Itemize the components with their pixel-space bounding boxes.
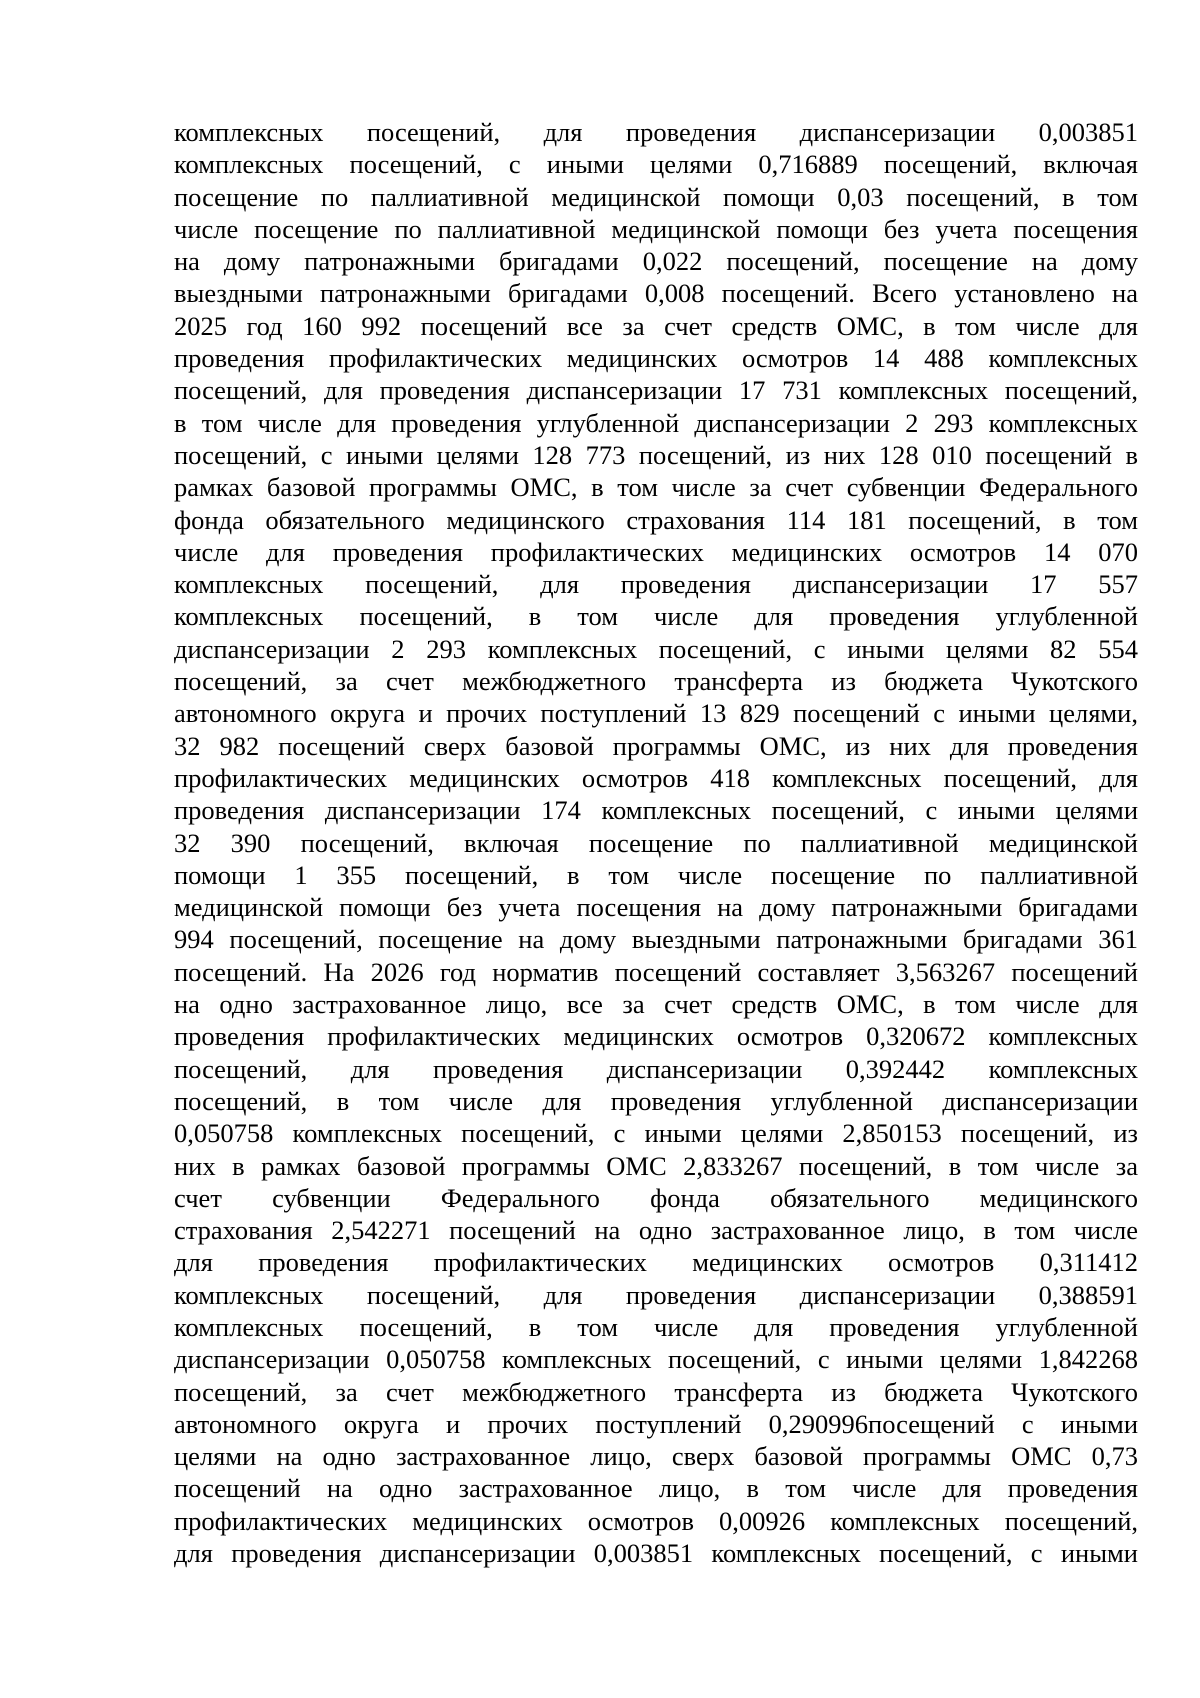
- text-line: на одно застрахованное лицо, все за счет средств ОМС, в том числе для: [174, 989, 1138, 1020]
- text-line: посещений на одно застрахованное лицо, в том числе для проведения: [174, 1473, 1138, 1504]
- text-line: на дому патронажными бригадами 0,022 посещений, посещение на дому: [174, 246, 1138, 277]
- text-line: посещений, за счет межбюджетного трансферта из бюджета Чукотского: [174, 666, 1138, 697]
- text-line: 32 390 посещений, включая посещение по паллиативной медицинской: [174, 827, 1138, 858]
- text-line: профилактических медицинских осмотров 418 комплексных посещений, для: [174, 762, 1138, 793]
- text-line: выездными патронажными бригадами 0,008 посещений. Всего установлено на: [174, 278, 1138, 309]
- text-line: посещений, для проведения диспансеризации 17 731 комплексных посещений,: [174, 375, 1138, 406]
- text-line: посещений, для проведения диспансеризации 0,392442 комплексных: [174, 1053, 1138, 1084]
- text-line: посещение по паллиативной медицинской помощи 0,03 посещений, в том: [174, 181, 1138, 212]
- text-line: проведения профилактических медицинских осмотров 14 488 комплексных: [174, 343, 1138, 374]
- text-line: проведения профилактических медицинских осмотров 0,320672 комплексных: [174, 1021, 1138, 1052]
- text-line: комплексных посещений, с иными целями 0,716889 посещений, включая: [174, 149, 1138, 180]
- text-line: комплексных посещений, в том числе для проведения углубленной: [174, 601, 1138, 632]
- text-line: в том числе для проведения углубленной диспансеризации 2 293 комплексных: [174, 407, 1138, 438]
- text-line: комплексных посещений, для проведения диспансеризации 17 557: [174, 569, 1138, 600]
- text-line: автономного округа и прочих поступлений 0,290996посещений с иными: [174, 1408, 1138, 1439]
- document-body-text: [174, 116, 1138, 1569]
- text-line: автономного округа и прочих поступлений 13 829 посещений с иными целями,: [174, 698, 1138, 729]
- text-line: профилактических медицинских осмотров 0,00926 комплексных посещений,: [174, 1505, 1138, 1536]
- text-line: диспансеризации 2 293 комплексных посещений, с иными целями 82 554: [174, 633, 1138, 664]
- text-line: комплексных посещений, в том числе для проведения углубленной: [174, 1311, 1138, 1342]
- text-line: проведения диспансеризации 174 комплексных посещений, с иными целями: [174, 795, 1138, 826]
- text-line: для проведения диспансеризации 0,003851 комплексных посещений, с иными: [174, 1538, 1138, 1569]
- text-line: 994 посещений, посещение на дому выездными патронажными бригадами 361: [174, 924, 1138, 955]
- text-line: 32 982 посещений сверх базовой программы ОМС, из них для проведения: [174, 730, 1138, 761]
- text-line: посещений. На 2026 год норматив посещений составляет 3,563267 посещений: [174, 956, 1138, 987]
- text-line: 0,050758 комплексных посещений, с иными целями 2,850153 посещений, из: [174, 1118, 1138, 1149]
- text-line: комплексных посещений, для проведения диспансеризации 0,388591: [174, 1279, 1138, 1310]
- text-line: рамках базовой программы ОМС, в том числе за счет субвенции Федерального: [174, 472, 1138, 503]
- text-line: посещений, с иными целями 128 773 посещений, из них 128 010 посещений в: [174, 439, 1138, 470]
- text-line: помощи 1 355 посещений, в том числе посещение по паллиативной: [174, 859, 1138, 890]
- text-line: числе для проведения профилактических медицинских осмотров 14 070: [174, 536, 1138, 567]
- text-line: посещений, в том числе для проведения углубленной диспансеризации: [174, 1085, 1138, 1116]
- text-line: фонда обязательного медицинского страхования 114 181 посещений, в том: [174, 504, 1138, 535]
- text-line: целями на одно застрахованное лицо, сверх базовой программы ОМС 0,73: [174, 1441, 1138, 1472]
- text-line: для проведения профилактических медицинских осмотров 0,311412: [174, 1247, 1138, 1278]
- text-line: медицинской помощи без учета посещения на дому патронажными бригадами: [174, 892, 1138, 923]
- text-line: счет субвенции Федерального фонда обязательного медицинского: [174, 1182, 1138, 1213]
- text-line: диспансеризации 0,050758 комплексных посещений, с иными целями 1,842268: [174, 1344, 1138, 1375]
- text-line: числе посещение по паллиативной медицинской помощи без учета посещения: [174, 213, 1138, 244]
- text-line: страхования 2,542271 посещений на одно застрахованное лицо, в том числе: [174, 1215, 1138, 1246]
- text-line: них в рамках базовой программы ОМС 2,833267 посещений, в том числе за: [174, 1150, 1138, 1181]
- text-line: посещений, за счет межбюджетного трансферта из бюджета Чукотского: [174, 1376, 1138, 1407]
- text-line: 2025 год 160 992 посещений все за счет средств ОМС, в том числе для: [174, 310, 1138, 341]
- text-line: комплексных посещений, для проведения диспансеризации 0,003851: [174, 117, 1138, 147]
